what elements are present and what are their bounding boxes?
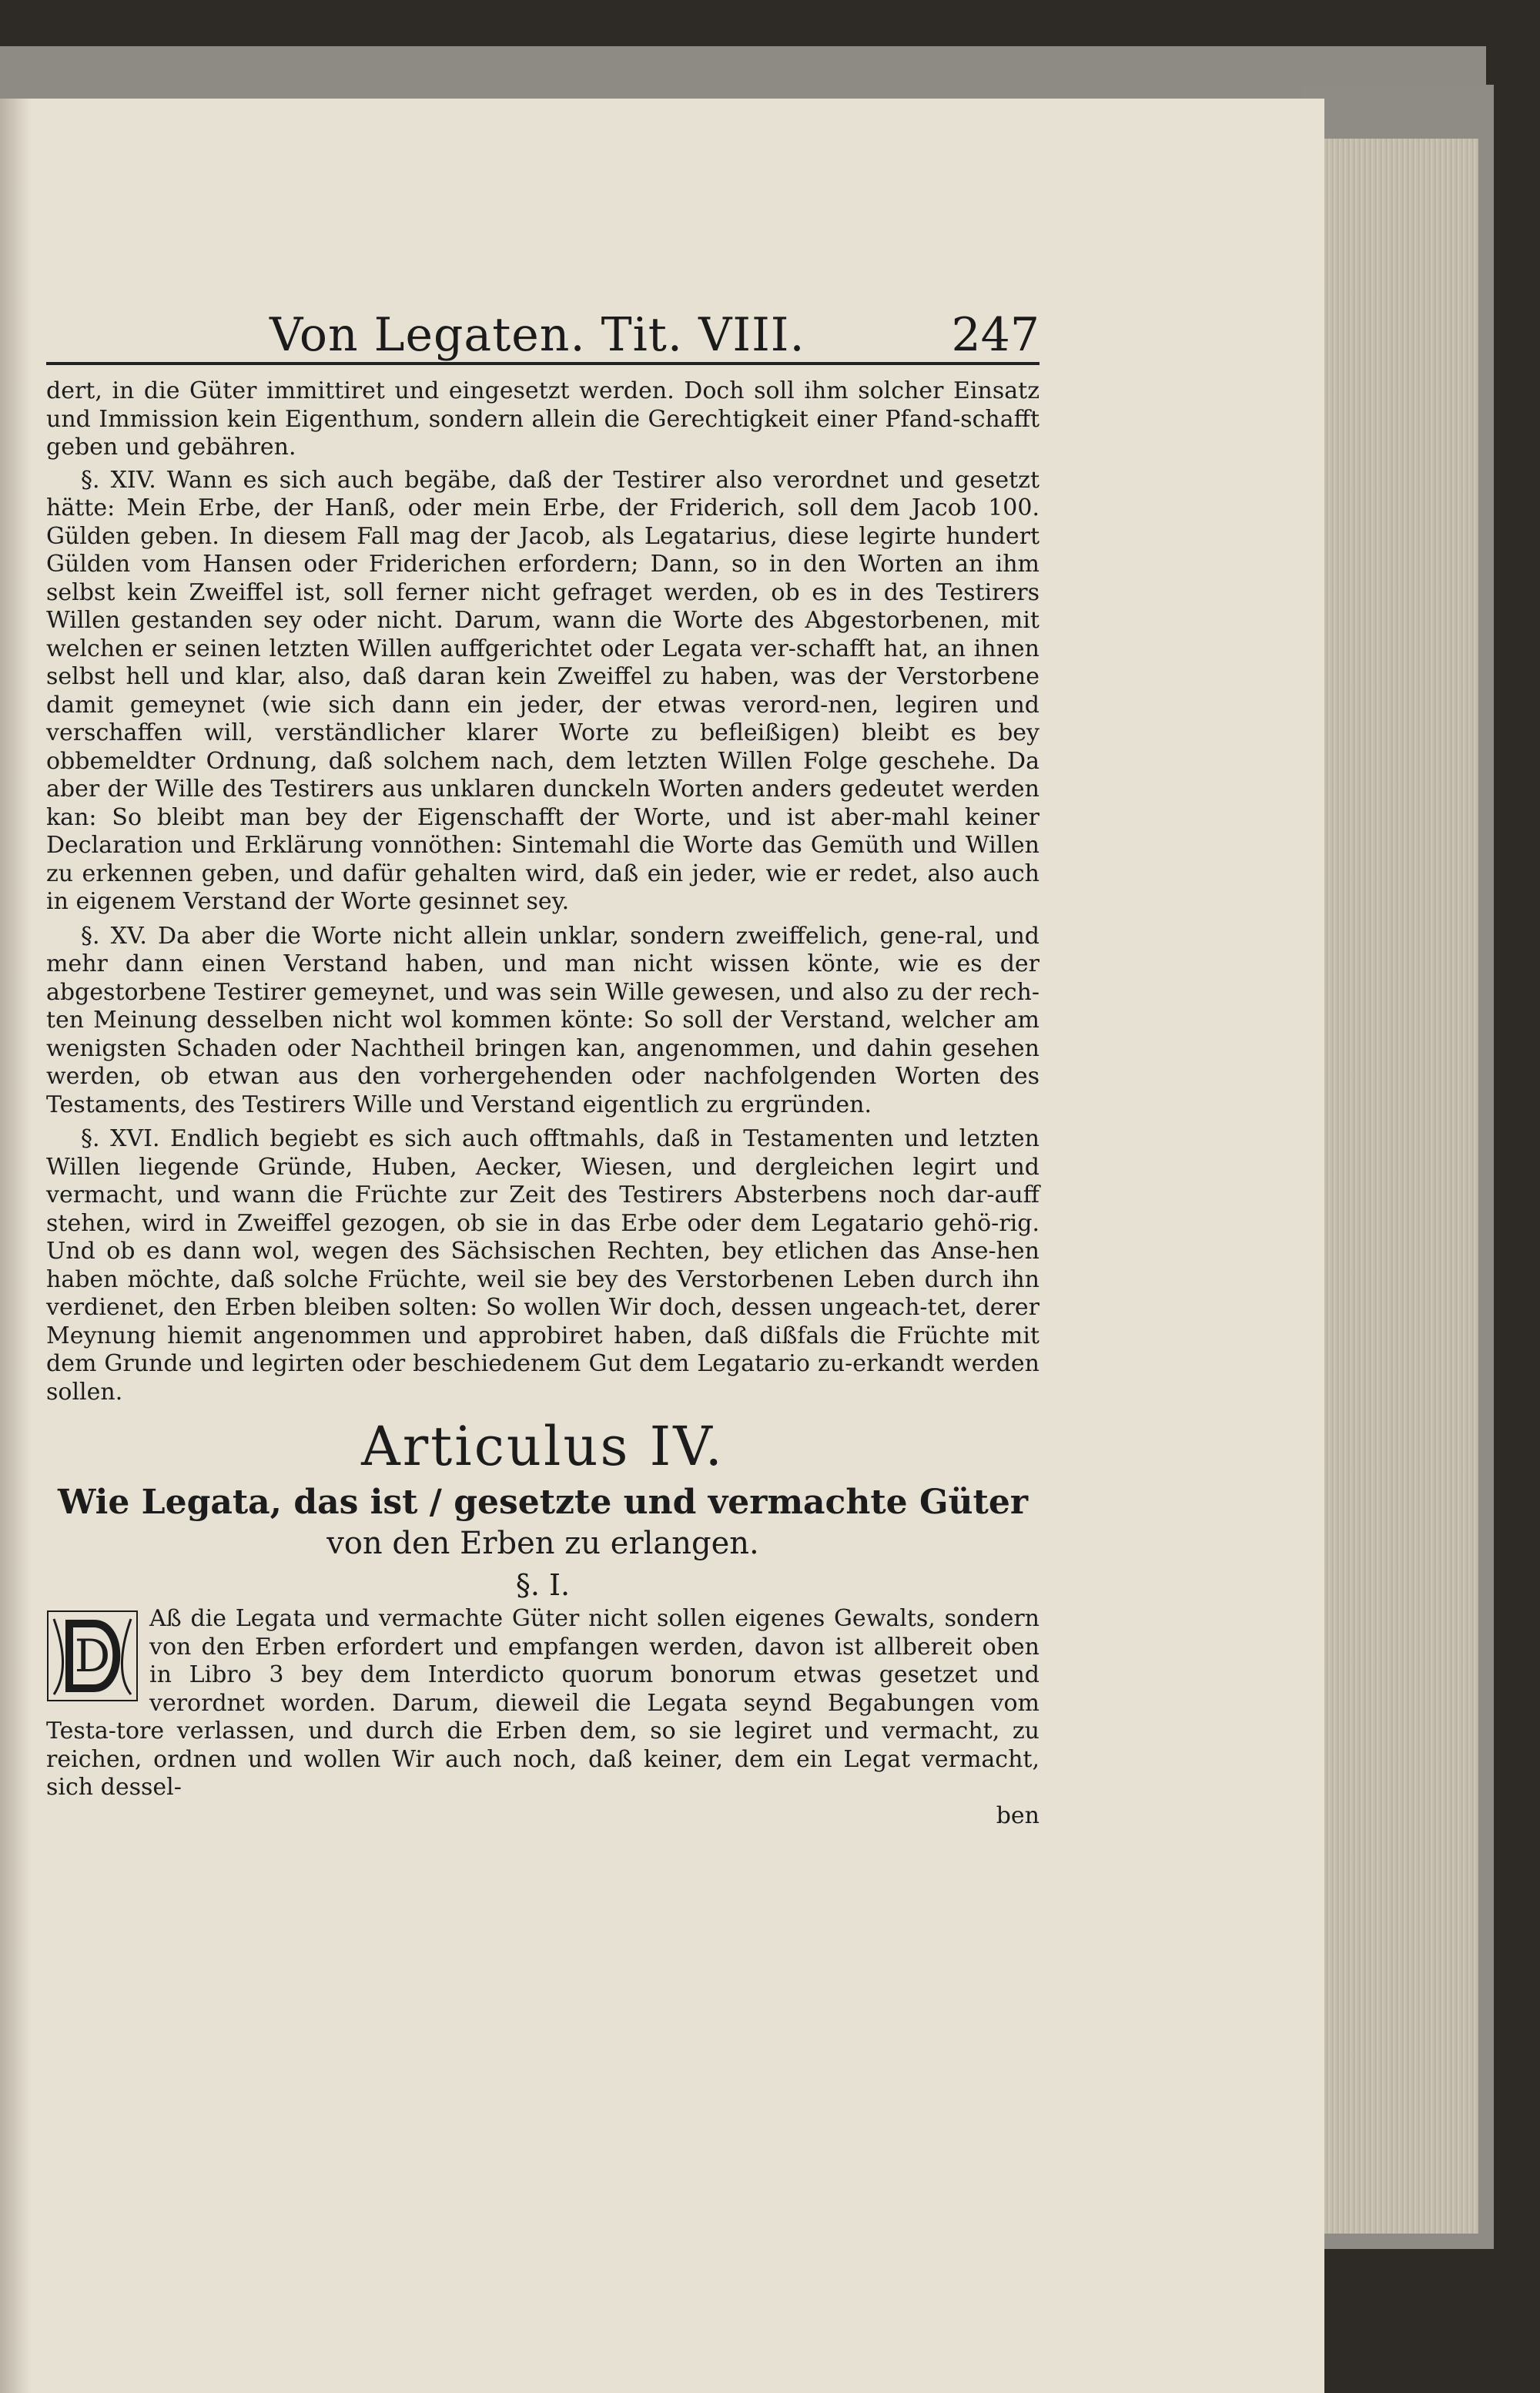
header-rule xyxy=(46,362,1040,365)
dropcap-ornament xyxy=(46,1610,139,1702)
dropcap-d-icon xyxy=(46,1610,139,1702)
paragraph-section-xv: §. XV. Da aber die Worte nicht allein unklar, sondern zweiffelich, gene-ral, und mehr dann einen Verstand haben, und man nicht wissen könte, wie es der abgestorbene Testirer gemeynet, und was sein Wille gewesen, und also zu der rech-ten Meinung desselben nicht wol kommen könte: So soll der Verstand, welcher am wenigsten Schaden oder Nachtheil bringen kan, angenommen, und dahin gesehen werden, ob etwan aus den vorhergehenden oder nachfolgenden Worten des Testaments, des Testirers Wille und Verstand eigentlich zu ergründen. xyxy=(46,922,1040,1118)
opening-text: Aß die Legata und vermachte Güter nicht sollen eigenes Gewalts, sondern von den Erben erfordert und empfangen werden, davon ist allbereit oben in Libro 3 bey dem Interdicto quorum bonorum etwas gesetzet und verordnet worden. Darum, dieweil die Legata seynd Begabungen vom Testa-tore verlassen, und durch die Erben dem, so sie legiret und vermacht, zu reichen, ordnen und wollen Wir auch noch, daß keiner, dem ein Legat vermacht, sich dessel- xyxy=(46,1605,1040,1801)
body-text xyxy=(46,377,1040,1830)
page-header xyxy=(270,300,1040,370)
section-mark: §. I. xyxy=(515,1568,571,1602)
article-subtitle-line2: von den Erben zu erlangen. xyxy=(326,1526,759,1561)
paragraph-section-xvi: §. XVI. Endlich begiebt es sich auch offtmahls, daß in Testamenten und letzten Willen liegende Gründe, Huben, Aecker, Wiesen, und dergleichen legirt und vermacht, und wann die Früchte zur Zeit des Testirers Absterbens noch dar-auff stehen, wird in Zweiffel gezogen, ob sie in das Erbe oder dem Legatario gehö-rig. Und ob es dann wol, wegen des Sächsischen Rechten, bey etlichen das Anse-hen haben möchte, daß solche Früchte, weil sie bey des Verstorbenen Leben durch ihn verdienet, den Erben bleiben solten: So wollen Wir doch, dessen ungeach-tet, derer Meynung hiemit angenommen und approbiret haben, daß dißfals die Früchte mit dem Grunde und legirten oder beschiedenem Gut dem Legatario zu-erkandt werden sollen. xyxy=(46,1125,1040,1406)
article-heading: Articulus IV. xyxy=(361,1415,725,1478)
page-gutter xyxy=(0,99,31,2393)
page-fore-edge xyxy=(1309,139,1478,2234)
running-title: Von Legaten. Tit. VIII. xyxy=(270,308,805,362)
paragraph-section-xiv: §. XIV. Wann es sich auch begäbe, daß der Testirer also verordnet und gesetzt hätte: Mein Erbe, der Hanß, oder mein Erbe, der Friderich, soll dem Jacob 100. Gülden geben. In diesem Fall mag der Jacob, als Legatarius, diese legirte hundert Gülden vom Hansen oder Friderichen erfordern; Dann, so in den Worten an ihm selbst kein Zweiffel ist, soll ferner nicht gefraget werden, ob es in des Testirers Willen gestanden sey oder nicht. Darum, wann die Worte des Abgestorbenen, mit welchen er seinen letzten Willen auffgerichtet oder Legata ver-schafft hat, an ihnen selbst hell und klar, also, daß daran kein Zweiffel zu haben, was der Verstorbene damit gemeynet (wie sich dann ein jeder, der etwas verord-nen, legiren und verschaffen will, verständlicher klarer Worte zu befleißigen) bleibt es bey obbemeldter Ordnung, daß solchem nach, dem letzten Willen Folge geschehe. Da aber der Wille des Testirers aus unklaren dunckeln Worten anders gedeutet werden kan: So bleibt man bey der Eigenschafft der Worte, und ist aber-mahl keiner Declaration und Erklärung vonnöthen: Sintemahl die Worte das Gemüth und Willen zu erkennen geben, und dafür gehalten wird, daß ein jeder, wie er redet, also auch in eigenem Verstand der Worte gesinnet sey. xyxy=(46,466,1040,915)
paragraph-continuation: dert, in die Güter immittiret und eingesetzt werden. Doch soll ihm solcher Einsatz und Immission kein Eigenthum, sondern allein die Gerechtigkeit einer Pfand-schafft geben und gebähren. xyxy=(46,377,1040,461)
article-opening-paragraph xyxy=(46,1605,1040,1802)
article-subtitle-line1: Wie Legata, das ist / gesetzte und vermachte Güter xyxy=(57,1483,1029,1522)
dropcap-letter: D xyxy=(74,1630,111,1682)
page-number: 247 xyxy=(951,308,1040,362)
catchword: ben xyxy=(996,1801,1040,1829)
